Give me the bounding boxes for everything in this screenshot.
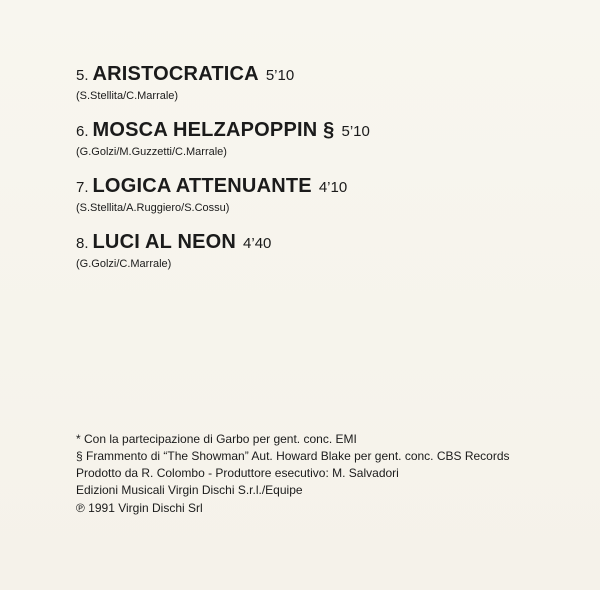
track-item bbox=[76, 119, 576, 158]
note-fragment: § Frammento di “The Showman” Aut. Howard Blake per gent. conc. CBS Records bbox=[76, 449, 510, 463]
track-duration: 4’10 bbox=[318, 179, 348, 196]
track-item bbox=[76, 175, 576, 214]
track-credits: (S.Stellita/C.Marrale) bbox=[76, 90, 179, 102]
track-number: 7. bbox=[76, 179, 89, 196]
track-credits: (S.Stellita/A.Ruggiero/S.Cossu) bbox=[76, 202, 230, 214]
track-duration: 5’10 bbox=[265, 67, 295, 84]
track-title: ARISTOCRATICA bbox=[92, 63, 259, 85]
copyright-notice: ℗ 1991 Virgin Dischi Srl bbox=[76, 501, 203, 515]
track-list bbox=[76, 63, 576, 270]
note-guest-appearance: * Con la partecipazione di Garbo per gent. conc. EMI bbox=[76, 432, 357, 446]
track-title: LOGICA ATTENUANTE bbox=[92, 175, 312, 197]
track-title: MOSCA HELZAPOPPIN § bbox=[92, 119, 335, 141]
track-duration: 5’10 bbox=[341, 123, 370, 140]
production-notes bbox=[76, 431, 586, 499]
track-credits: (G.Golzi/M.Guzzetti/C.Marrale) bbox=[76, 146, 227, 158]
note-producer: Prodotto da R. Colombo - Produttore esecutivo: M. Salvadori bbox=[76, 466, 399, 480]
track-item bbox=[76, 63, 576, 102]
track-title: LUCI AL NEON bbox=[92, 231, 237, 253]
track-number: 5. bbox=[76, 67, 89, 84]
track-item bbox=[76, 231, 576, 270]
track-duration: 4’40 bbox=[243, 235, 272, 252]
track-credits: (G.Golzi/C.Marrale) bbox=[76, 258, 172, 270]
track-number: 8. bbox=[76, 235, 89, 252]
note-publisher: Edizioni Musicali Virgin Dischi S.r.l./Equipe bbox=[76, 483, 303, 497]
track-number: 6. bbox=[76, 123, 89, 140]
